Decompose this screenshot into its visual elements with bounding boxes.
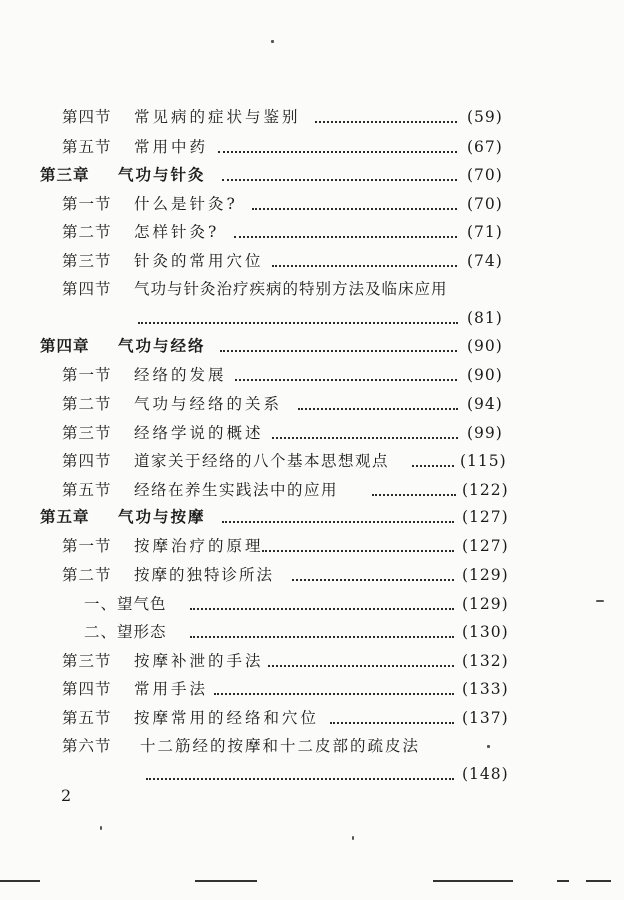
dot-leader [222,521,454,523]
page-ref: (99) [467,424,503,442]
section-label: 第一节 [62,366,112,384]
chapter-label: 第三章 [40,166,90,184]
toc-section-line [0,104,624,130]
section-title: 针灸的常用穴位 [134,252,264,270]
toc-section-line [0,276,624,302]
toc-section-line [0,676,624,702]
dot-leader [315,121,457,123]
section-label: 第六节 [62,737,112,755]
section-title: 按摩补泄的手法 [134,652,264,670]
section-title: 什么是针灸? [134,195,238,213]
page-ref: (132) [462,652,509,670]
dot-leader [330,722,454,724]
section-title: 按摩常用的经络和穴位 [134,709,320,727]
page-ref: (74) [467,252,503,270]
dot-leader [214,693,454,695]
scan-edge [557,880,569,882]
toc-continuation-line [0,305,624,331]
section-title: 常用手法 [134,680,209,698]
toc-section-line [0,219,624,245]
toc-subsection-line [0,619,624,645]
toc-section-line [0,420,624,446]
dot-leader [234,236,457,238]
dot-leader [372,494,456,496]
toc-section-line [0,562,624,588]
section-label: 第三节 [62,652,112,670]
toc-section-line [0,477,624,503]
section-label: 第四节 [62,680,112,698]
section-title: 怎样针灸? [134,223,220,241]
section-title: 常见病的症状与鉴别 [134,108,301,126]
section-label: 第五节 [62,709,112,727]
section-label: 第五节 [62,481,112,499]
dot-leader [235,379,457,381]
scan-edge [433,880,513,882]
section-title: 气功与经络的关系 [134,395,283,413]
toc-section-line [0,448,624,474]
page-ref: (133) [462,680,509,698]
section-label: 第三节 [62,424,112,442]
toc-chapter-line [0,333,624,359]
chapter-title: 气功与经络 [118,337,206,355]
section-label: 第四节 [62,108,112,126]
page-ref: (70) [467,195,503,213]
page-ref: (90) [467,337,503,355]
section-title: 经络学说的概述 [134,424,264,442]
dot-leader [262,550,454,552]
section-label: 第一节 [62,537,112,555]
dot-leader [272,265,457,267]
dot-leader [190,608,454,610]
section-title: 道家关于经络的八个基本思想观点 [134,452,390,470]
scan-speck [596,600,604,602]
section-label: 第五节 [62,138,112,156]
section-label: 第一节 [62,195,112,213]
chapter-title: 气功与按摩 [118,508,206,526]
scan-edge [195,880,257,882]
page-ref: (70) [467,166,503,184]
toc-chapter-line [0,162,624,188]
page-ref: (129) [462,566,509,584]
chapter-title: 气功与针灸 [118,166,206,184]
section-title: 十二筋经的按摩和十二皮部的疏皮法 [140,737,421,755]
section-label: 第二节 [62,223,112,241]
toc-section-line [0,191,624,217]
dot-leader [138,322,458,324]
toc-section-line [0,248,624,274]
page-ref: (127) [462,537,509,555]
subsection-title: 二、望形态 [84,623,167,641]
dot-leader [292,579,454,581]
toc-continuation-line [0,761,624,787]
page-ref: (67) [467,138,503,156]
dot-leader [222,179,457,181]
section-label: 第三节 [62,252,112,270]
dot-leader [412,465,454,467]
page-ref: (71) [467,223,503,241]
scan-speck [271,40,274,43]
toc-section-line [0,391,624,417]
dot-leader [252,208,457,210]
scan-edge [586,880,611,882]
toc-section-line [0,648,624,674]
page-ref: (81) [467,309,503,327]
page-ref: (129) [462,595,509,613]
section-title: 经络的发展 [134,366,227,384]
subsection-title: 一、望气色 [84,595,167,613]
scan-speck [487,745,490,748]
page-number: 2 [61,786,72,805]
dot-leader [190,636,454,638]
toc-section-line [0,733,624,759]
scan-edge [0,880,40,882]
chapter-label: 第五章 [40,508,90,526]
toc-section-line [0,134,624,160]
toc-subsection-line [0,591,624,617]
page-ref: (148) [462,765,509,783]
page-ref: (137) [462,709,509,727]
page-ref: (94) [467,395,503,413]
page-ref: (115) [460,452,507,470]
section-title: 按摩治疗的原理 [134,537,264,555]
dot-leader [268,665,454,667]
section-title: 经络在养生实践法中的应用 [134,481,339,499]
dot-leader [218,151,457,153]
section-label: 第二节 [62,566,112,584]
page-ref: (90) [467,366,503,384]
section-label: 第四节 [62,452,112,470]
section-title: 常用中药 [134,138,209,156]
section-label: 第二节 [62,395,112,413]
dot-leader [146,778,454,780]
toc-section-line [0,705,624,731]
page-ref: (122) [462,481,509,499]
toc-section-line [0,533,624,559]
section-title: 按摩的独特诊所法 [134,566,275,584]
section-label: 第四节 [62,280,112,298]
scan-speck [352,836,354,840]
section-title: 气功与针灸治疗疾病的特别方法及临床应用 [134,280,448,298]
scan-speck [100,826,102,830]
toc-section-line [0,362,624,388]
page-ref: (127) [462,508,509,526]
dot-leader [220,350,457,352]
page-ref: (59) [467,108,503,126]
toc-chapter-line [0,504,624,530]
page-ref: (130) [462,623,509,641]
dot-leader [298,408,458,410]
dot-leader [272,437,458,439]
chapter-label: 第四章 [40,337,90,355]
